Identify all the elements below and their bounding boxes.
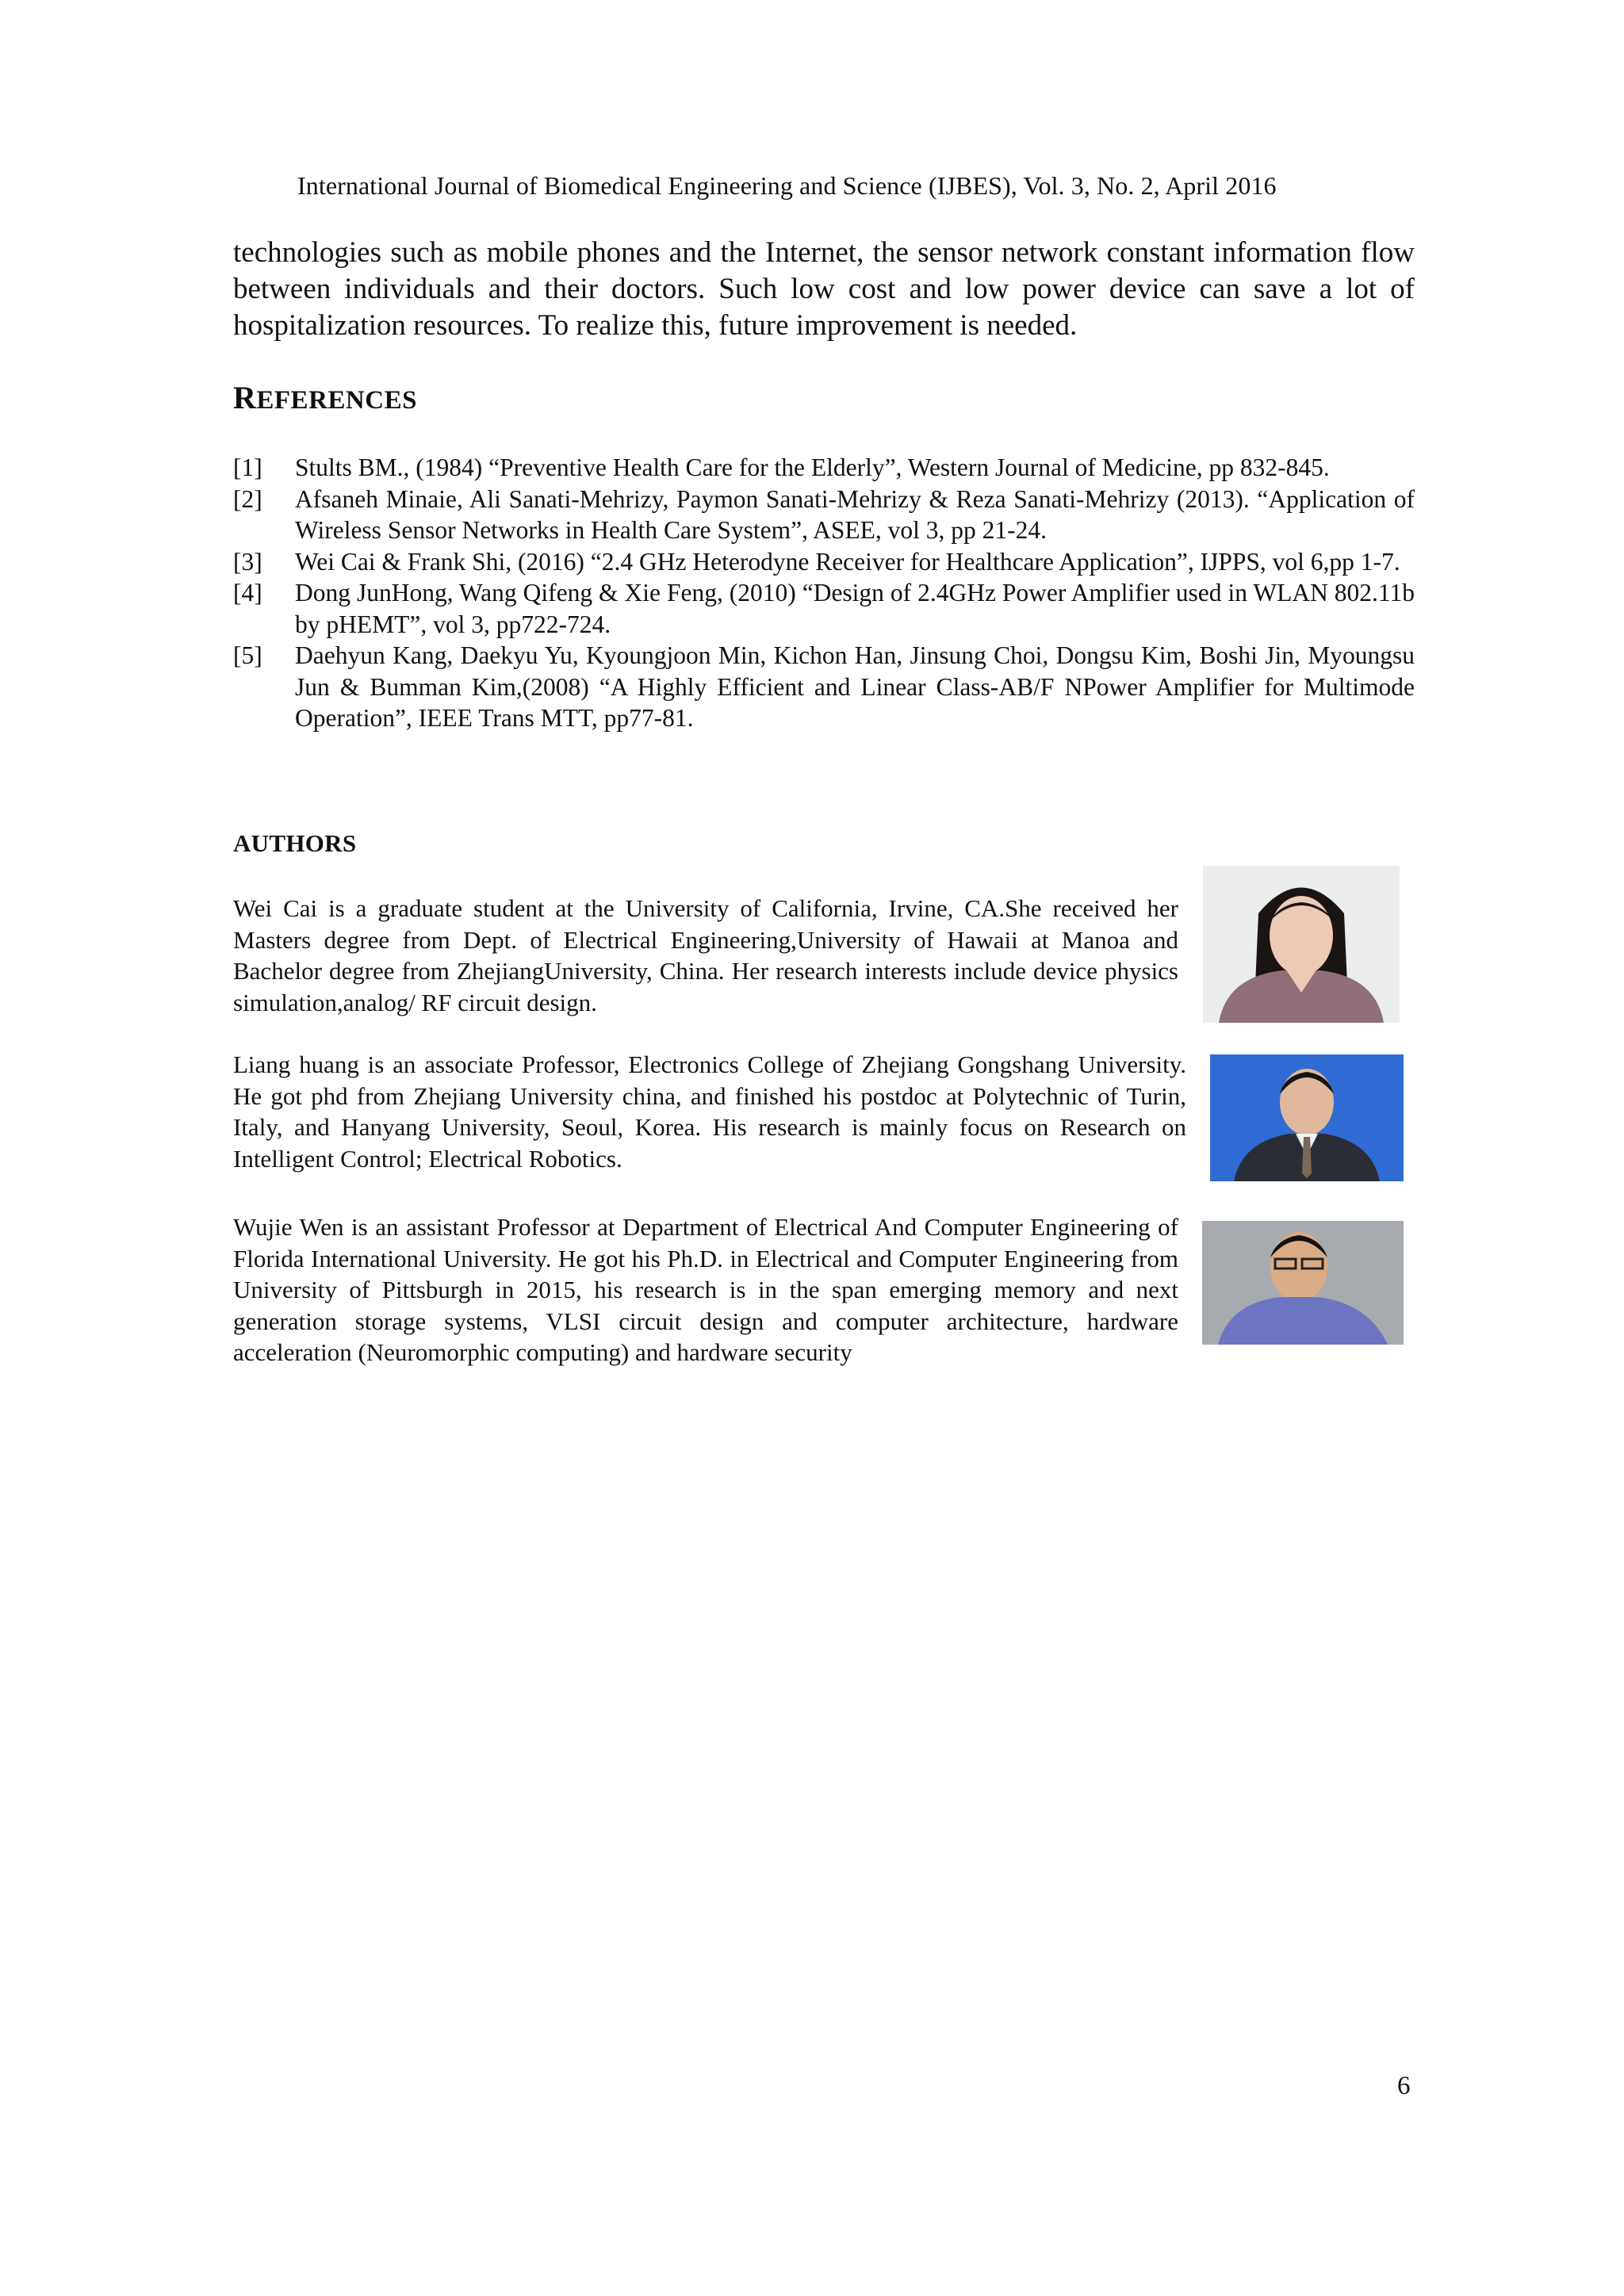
references-heading — [233, 379, 417, 416]
author-bio: Wujie Wen is an assistant Professor at Department of Electrical And Computer Engineering of Florida International University. He got his Ph.D. in Electrical and Computer Engineering from University of Pittsburgh in 2015, his research is in the span emerging memory and next generation storage systems, VLSI circuit design and computer architecture, hardware acceleration (Neuromorphic computing) and hardware security — [233, 1213, 1178, 1366]
reference-item — [233, 577, 1415, 640]
reference-text: Wei Cai & Frank Shi, (2016) “2.4 GHz Heterodyne Receiver for Healthcare Application”, IJPPS, vol 6,pp 1-7. — [295, 547, 1400, 576]
references-heading-initial: R — [233, 380, 257, 415]
reference-number: [3] — [233, 547, 262, 576]
reference-number: [4] — [233, 579, 262, 607]
running-header: International Journal of Biomedical Engineering and Science (IJBES), Vol. 3, No. 2, April 2016 — [297, 171, 1277, 200]
author-bio: Liang huang is an associate Professor, Electronics College of Zhejiang Gongshang University. He got phd from Zhejiang University china, and finished his postdoc at Polytechnic of Turin, Italy, and Hanyang University, Seoul, Korea. His research is mainly focus on Research on Intelligent Control; Electrical Robotics. — [233, 1050, 1186, 1173]
reference-item — [233, 484, 1415, 546]
reference-text: Daehyun Kang, Daekyu Yu, Kyoungjoon Min, Kichon Han, Jinsung Choi, Dongsu Kim, Boshi Jin, Myoungsu Jun & Bumman Kim,(2008) “A Highly Efficient and Linear Class-AB/F NPower Amplifier for Multimode Operation”, IEEE Trans MTT, pp77-81. — [295, 641, 1415, 732]
reference-item — [233, 546, 1415, 578]
reference-number: [2] — [233, 484, 262, 513]
reference-item — [233, 640, 1415, 734]
intro-paragraph: technologies such as mobile phones and the Internet, the sensor network constant information flow between individuals and their doctors. Such low cost and low power device can save a lot of hospitalization resources. To realize this, future improvement is needed. — [233, 236, 1415, 342]
authors-heading: AUTHORS — [233, 829, 357, 857]
reference-list — [233, 452, 1415, 734]
page-number: 6 — [1397, 2072, 1411, 2100]
reference-item — [233, 452, 1415, 484]
author-photo — [1202, 1221, 1404, 1345]
references-heading-rest: EFERENCES — [256, 386, 417, 415]
reference-text: Dong JunHong, Wang Qifeng & Xie Feng, (2010) “Design of 2.4GHz Power Amplifier used in WLAN 802.11b by pHEMT”, vol 3, pp722-724. — [295, 579, 1415, 638]
author-photo — [1210, 1054, 1404, 1181]
author-photo — [1203, 866, 1400, 1023]
reference-number: [5] — [233, 641, 262, 669]
author-bio: Wei Cai is a graduate student at the University of California, Irvine, CA.She received her Masters degree from Dept. of Electrical Engineering,University of Hawaii at Manoa and Bachelor degree from ZhejiangUniversity, China. Her research interests include device physics simulation,analog/ RF circuit design. — [233, 894, 1178, 1016]
reference-number: [1] — [233, 453, 262, 481]
reference-text: Afsaneh Minaie, Ali Sanati-Mehrizy, Paymon Sanati-Mehrizy & Reza Sanati-Mehrizy (2013). “Application of Wireless Sensor Networks in Health Care System”, ASEE, vol 3, pp 21-24. — [295, 484, 1415, 544]
reference-text: Stults BM., (1984) “Preventive Health Care for the Elderly”, Western Journal of Medicine, pp 832-845. — [295, 453, 1330, 481]
